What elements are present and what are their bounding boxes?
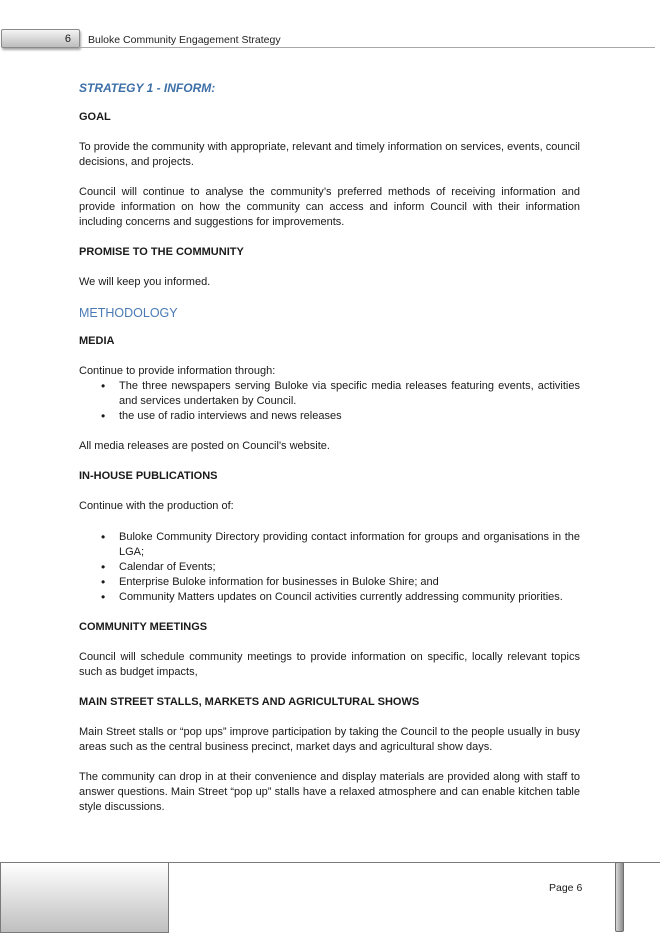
promise-text: We will keep you informed. xyxy=(79,276,211,288)
strategy-title: STRATEGY 1 - INFORM: xyxy=(79,81,216,95)
document-title: Buloke Community Engagement Strategy xyxy=(88,34,281,46)
inhouse-intro: Continue with the production of: xyxy=(79,500,234,512)
promise-heading: PROMISE TO THE COMMUNITY xyxy=(79,246,244,258)
meetings-text: Council will schedule community meetings to provide information on specific, locally relevant topics such as budget impacts, xyxy=(79,651,580,678)
page-content xyxy=(79,80,580,815)
list-item: • The three newspapers serving Buloke via specific media releases featuring events, activities and services undertaken by Council. xyxy=(79,379,580,409)
meetings-heading: COMMUNITY MEETINGS xyxy=(79,621,208,633)
inhouse-list xyxy=(79,530,580,605)
list-item: • Enterprise Buloke information for businesses in Buloke Shire; and xyxy=(79,575,580,590)
media-note: All media releases are posted on Council's website. xyxy=(79,440,330,452)
goal-heading: GOAL xyxy=(79,111,111,123)
header-rule xyxy=(80,47,655,48)
page-number: 6 xyxy=(64,33,71,45)
goal-paragraph-2: Council will continue to analyse the community’s preferred methods of receiving information and provide information on how the community can access and inform Council with their information including concerns and suggestions for improvements. xyxy=(79,186,580,228)
stalls-paragraph-2: The community can drop in at their convenience and display materials are provided along with staff to answer questions. Main Street “pop up” stalls have a relaxed atmosphere and can enable kitchen table style discussions. xyxy=(79,771,580,813)
page-number-tab xyxy=(1,29,80,48)
list-item: • the use of radio interviews and news releases xyxy=(79,409,580,424)
stalls-heading: MAIN STREET STALLS, MARKETS AND AGRICULTURAL SHOWS xyxy=(79,696,420,708)
methodology-heading: METHODOLOGY xyxy=(79,306,178,320)
footer-page-label: Page 6 xyxy=(549,882,583,894)
footer-bar xyxy=(615,862,624,932)
list-item: • Buloke Community Directory providing contact information for groups and organisations in the LGA; xyxy=(79,530,580,560)
goal-paragraph-1: To provide the community with appropriate, relevant and timely information on services, events, council decisions, and projects. xyxy=(79,141,580,168)
inhouse-heading: IN-HOUSE PUBLICATIONS xyxy=(79,470,218,482)
media-list xyxy=(79,379,580,424)
stalls-paragraph-1: Main Street stalls or “pop ups” improve participation by taking the Council to the people usually in busy areas such as the central business precinct, market days and agricultural show days. xyxy=(79,726,580,753)
media-heading: MEDIA xyxy=(79,335,115,347)
media-intro: Continue to provide information through: xyxy=(79,365,276,377)
footer-box xyxy=(0,862,169,933)
list-item: • Calendar of Events; xyxy=(79,560,580,575)
list-item: • Community Matters updates on Council activities currently addressing community priorities. xyxy=(79,590,580,605)
